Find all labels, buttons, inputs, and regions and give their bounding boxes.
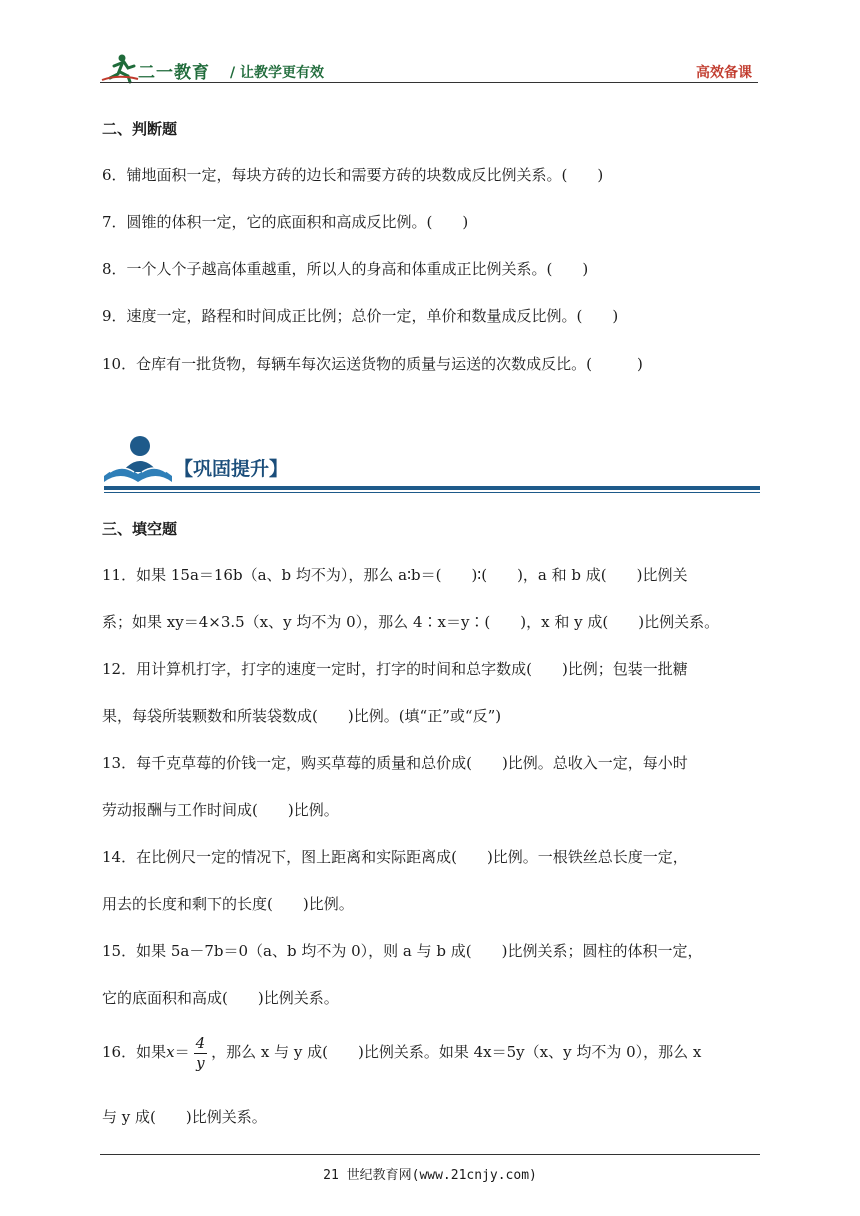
question-11-line-1: 11．如果 15a＝16b（a、b 均不为），那么 a∶b＝( )∶( )，a 和 b 成( )比例关 bbox=[102, 566, 688, 584]
footer-source: 21 世纪教育网(www.21cnjy.com) bbox=[323, 1168, 537, 1183]
fraction-denominator: y bbox=[196, 1053, 205, 1072]
formula-lhs: x bbox=[166, 1043, 175, 1061]
question-13-line-1: 13．每千克草莓的价钱一定，购买草莓的质量和总价成( )比例。总收入一定，每小时 bbox=[102, 754, 688, 772]
question-16-prefix: 16．如果 bbox=[102, 1043, 167, 1061]
question-11-line-2: 系；如果 xy＝4×3.5（x、y 均不为 0），那么 4∶x＝y∶( )，x 和 y 成( )比例关系。 bbox=[102, 613, 720, 631]
question-16-line-2: 与 y 成( )比例关系。 bbox=[102, 1108, 267, 1126]
page-header bbox=[100, 52, 758, 84]
question-9: 9．速度一定，路程和时间成正比例；总价一定，单价和数量成反比例。( ) bbox=[102, 307, 619, 325]
section-title-fill-in: 三、填空题 bbox=[102, 520, 178, 538]
question-14-line-1: 14．在比例尺一定的情况下，图上距离和实际距离成( )比例。一根铁丝总长度一定， bbox=[102, 848, 688, 866]
banner-rule-thin bbox=[104, 492, 760, 493]
question-12-line-2: 果，每袋所装颗数和所装袋数成( )比例。(填“正”或“反”) bbox=[102, 707, 502, 725]
footer-divider bbox=[100, 1154, 760, 1155]
banner-rule-thick bbox=[104, 486, 760, 490]
header-divider bbox=[100, 82, 758, 83]
header-slogan: / 让教学更有效 bbox=[230, 65, 324, 81]
fraction-numerator: 4 bbox=[195, 1033, 206, 1052]
question-15-line-1: 15．如果 5a－7b＝0（a、b 均不为 0），则 a 与 b 成( )比例关系；圆柱的体积一定， bbox=[102, 942, 703, 960]
section-banner bbox=[100, 432, 760, 502]
reader-book-icon bbox=[100, 432, 176, 488]
question-10: 10．仓库有一批货物，每辆车每次运送货物的质量与运送的次数成反比。( ) bbox=[102, 355, 643, 373]
question-15-line-2: 它的底面积和高成( )比例关系。 bbox=[102, 989, 339, 1007]
question-14-line-2: 用去的长度和剩下的长度( )比例。 bbox=[102, 895, 354, 913]
formula-equals: ＝ bbox=[174, 1043, 190, 1061]
banner-title: 【巩固提升】 bbox=[174, 458, 289, 480]
question-13-line-2: 劳动报酬与工作时间成( )比例。 bbox=[102, 801, 339, 819]
formula-fraction bbox=[194, 1033, 208, 1072]
header-right-label: 高效备课 bbox=[696, 65, 752, 81]
question-16-line-1 bbox=[102, 1030, 762, 1074]
question-7: 7．圆锥的体积一定，它的底面积和高成反比例。( ) bbox=[102, 213, 469, 231]
question-16-suffix: ，那么 x 与 y 成( )比例关系。如果 4x＝5y（x、y 均不为 0），那么 x bbox=[211, 1043, 702, 1061]
question-6: 6．铺地面积一定，每块方砖的边长和需要方砖的块数成反比例关系。( ) bbox=[102, 166, 604, 184]
logo bbox=[100, 52, 220, 84]
question-8: 8．一个人个子越高体重越重，所以人的身高和体重成正比例关系。( ) bbox=[102, 260, 589, 278]
runner-logo-icon bbox=[100, 52, 140, 84]
logo-text: 二一教育 bbox=[138, 63, 210, 83]
question-12-line-1: 12．用计算机打字，打字的速度一定时，打字的时间和总字数成( )比例；包装一批糖 bbox=[102, 660, 688, 678]
section-title-judgement: 二、判断题 bbox=[102, 120, 178, 138]
